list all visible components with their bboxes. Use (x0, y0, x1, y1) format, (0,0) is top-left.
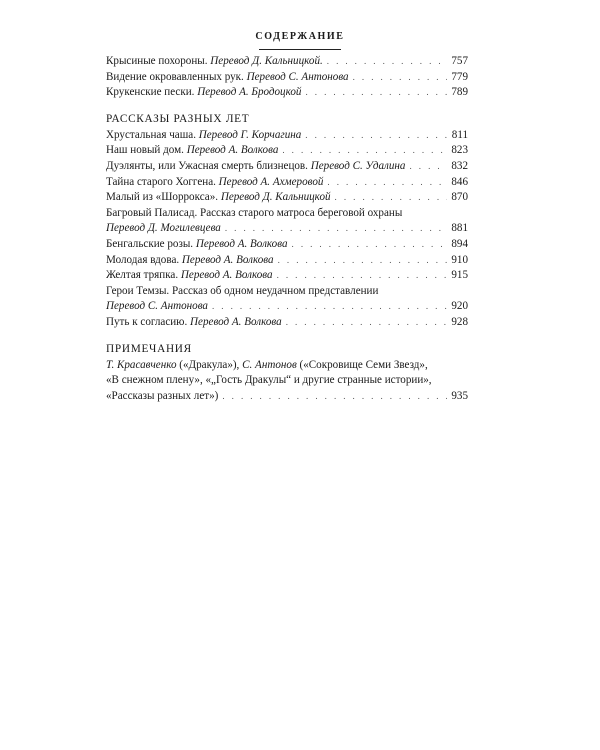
entry-title: Хрустальная чаша. (106, 128, 196, 141)
entry-translator: Перевод Д. Кальницкой (220, 191, 331, 204)
entry-page: 935 (451, 389, 468, 402)
toc-entry[interactable] (106, 253, 468, 269)
toc-content (106, 54, 468, 415)
entry-page: 811 (451, 128, 468, 141)
entry-title: Дуэлянты, или Ужасная смерть близнецов. (106, 159, 308, 172)
entry-translator: Перевод С. Антонова (106, 300, 208, 313)
entry-title: Крукенские пески. (106, 86, 195, 99)
entry-translator: Перевод А. Волкова (181, 253, 274, 266)
entry-title: Малый из «Шоррокса». (106, 191, 219, 204)
toc-entry[interactable] (106, 128, 468, 144)
dot-leader (409, 159, 447, 175)
page-header (0, 31, 600, 50)
header-rule (259, 49, 341, 50)
entry-page: 928 (451, 315, 468, 328)
entry-translator: Перевод А. Волкова (190, 315, 282, 328)
dot-leader (327, 175, 447, 191)
entry-page: 789 (451, 86, 468, 99)
notes-works-line: «Рассказы разных лет») (106, 389, 219, 402)
toc-entry[interactable] (106, 159, 468, 175)
toc-entry-multiline[interactable] (106, 206, 468, 237)
toc-entry-multiline[interactable] (106, 284, 468, 315)
dot-leader (278, 253, 448, 269)
toc-section-stories (106, 112, 468, 331)
entry-page: 870 (451, 191, 468, 204)
toc-section-notes (106, 342, 468, 405)
dot-leader (277, 268, 448, 284)
entry-translator: Перевод А. Бродоцкой (197, 86, 302, 99)
toc-entry[interactable] (106, 175, 468, 191)
entry-page: 846 (451, 175, 468, 188)
section-heading: РАССКАЗЫ РАЗНЫХ ЛЕТ (106, 112, 250, 125)
notes-author: Т. Красавченко (106, 358, 177, 371)
dot-leader (327, 54, 448, 70)
entry-translator: Перевод Д. Кальницкой. (210, 55, 323, 67)
entry-page: 894 (451, 237, 468, 250)
entry-page: 779 (451, 70, 468, 83)
entry-title: Путь к согласию. (106, 315, 188, 328)
entry-title: Крысиные похороны. (106, 55, 208, 67)
entry-title: Герои Темзы. Рассказ об одном неудачном представлении (106, 284, 379, 297)
toc-entry-notes[interactable] (106, 358, 468, 405)
dot-leader (222, 389, 447, 405)
dot-leader (286, 315, 448, 331)
toc-entry[interactable] (106, 237, 468, 253)
entry-translator: Перевод А. Волкова (180, 269, 273, 282)
entry-translator: Перевод А. Ахмеровой (218, 175, 324, 188)
section-heading: ПРИМЕЧАНИЯ (106, 342, 192, 355)
toc-entry[interactable] (106, 268, 468, 284)
entry-page: 757 (451, 55, 468, 67)
entry-page: 832 (451, 159, 468, 172)
dot-leader (305, 128, 447, 144)
toc-entry[interactable] (106, 315, 468, 331)
entry-title: Видение окровавленных рук. (106, 70, 244, 83)
entry-page: 881 (451, 222, 468, 235)
entry-translator: Перевод С. Антонова (246, 70, 349, 83)
notes-author: С. Антонов (242, 358, 297, 371)
toc-entry[interactable] (106, 70, 468, 86)
dot-leader (212, 299, 447, 315)
entry-page: 823 (451, 144, 468, 157)
entry-title: Молодая вдова. (106, 253, 180, 266)
entry-title: Бенгальские розы. (106, 237, 194, 250)
dot-leader (225, 221, 448, 237)
dot-leader (335, 190, 448, 206)
entry-title: Наш новый дом. (106, 144, 184, 157)
entry-translator: Перевод А. Волкова (195, 237, 288, 250)
entry-translator: Перевод С. Удалина (310, 159, 406, 172)
toc-section-continued (106, 54, 468, 101)
entry-page: 910 (451, 253, 468, 266)
entry-translator: Перевод А. Волкова (186, 144, 279, 157)
dot-leader (353, 70, 448, 86)
entry-translator: Перевод Д. Могилевцева (106, 222, 221, 235)
entry-page: 915 (451, 269, 468, 282)
entry-title: Багровый Палисад. Рассказ старого матроса береговой охраны (106, 206, 403, 219)
toc-entry[interactable] (106, 54, 468, 70)
notes-work: («Дракула»), (176, 358, 243, 371)
entry-page: 920 (451, 300, 468, 313)
entry-title: Желтая тряпка. (106, 269, 179, 282)
toc-entry[interactable] (106, 143, 468, 159)
dot-leader (292, 237, 448, 253)
notes-work: («Сокровище Семи Звезд», (296, 358, 428, 371)
dot-leader (282, 143, 447, 159)
page-title: СОДЕРЖАНИЕ (255, 31, 345, 42)
entry-translator: Перевод Г. Корчагина (198, 128, 302, 141)
toc-entry[interactable] (106, 85, 468, 101)
entry-title: Тайна старого Хоггена. (106, 175, 216, 188)
notes-works-line: «В снежном плену», «„Гость Дракулы“ и другие странные истории», (106, 374, 432, 387)
dot-leader (305, 85, 447, 101)
toc-entry[interactable] (106, 190, 468, 206)
